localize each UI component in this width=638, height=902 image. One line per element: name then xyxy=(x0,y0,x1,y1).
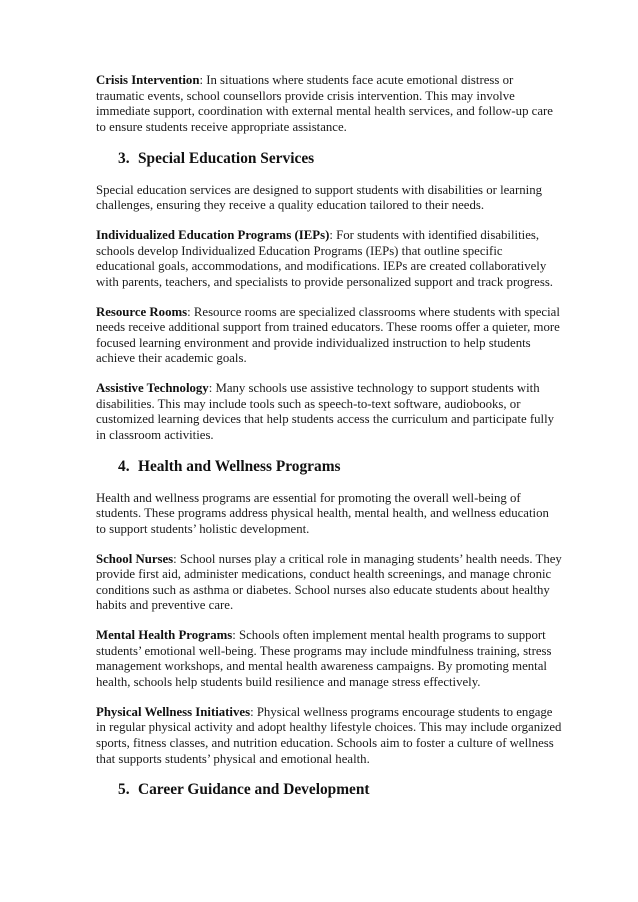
paragraph-text: : Many schools use assistive technology to support students with disabilities. This may include tools such as speech-to-text software, audiobooks, or customized learning devices that help students access the curriculum and participate fully in classroom activities. xyxy=(96,381,555,442)
term-resource-rooms: Resource Rooms xyxy=(96,304,188,319)
term-mental-health-programs: Mental Health Programs xyxy=(96,628,233,643)
section-number: 5. xyxy=(118,781,130,799)
section-heading-health-wellness xyxy=(118,458,562,476)
paragraph-text: : For students with identified disabilities, schools develop Individualized Education Programs (IEPs) that outline specific educational goals, accommodations, and modifications. IEPs are created collaboratively with parents, teachers, and specialists to provide personalized support and track progress. xyxy=(96,227,553,289)
section-title: Health and Wellness Programs xyxy=(138,457,341,475)
paragraph-ieps xyxy=(96,228,562,290)
section-title: Career Guidance and Development xyxy=(138,781,370,799)
paragraph-text: : Resource rooms are specialized classrooms where students with special needs receive additional support from trained educators. These rooms offer a quieter, more focused learning environment and provide individualized instruction to help students achieve their academic goals. xyxy=(96,304,560,366)
paragraph-text: Special education services are designed to support students with disabilities or learning challenges, ensuring they receive a quality education tailored to their needs. xyxy=(96,182,543,213)
paragraph-mental-health-programs xyxy=(96,628,562,690)
document-page xyxy=(96,73,562,814)
paragraph-text: : In situations where students face acute emotional distress or traumatic events, school counsellors provide crisis intervention. This may involve immediate support, coordination with external mental health services, and follow-up care to ensure students receive appropriate assistance. xyxy=(96,73,553,134)
term-physical-wellness: Physical Wellness Initiatives xyxy=(96,704,251,719)
section-number: 4. xyxy=(118,457,130,475)
paragraph-school-nurses xyxy=(96,552,562,614)
paragraph-physical-wellness xyxy=(96,705,562,767)
section-heading-career-guidance xyxy=(118,781,562,799)
paragraph-resource-rooms xyxy=(96,305,562,367)
section-heading-special-education xyxy=(118,150,562,168)
term-school-nurses: School Nurses xyxy=(96,551,174,566)
paragraph-text: : Physical wellness programs encourage students to engage in regular physical activity and adopt healthy lifestyle choices. This may include organized sports, fitness classes, and nutrition education. Schools aim to foster a culture of wellness that supports students’ physical and emotional health. xyxy=(96,704,562,766)
term-crisis-intervention: Crisis Intervention xyxy=(96,73,200,87)
section-title: Special Education Services xyxy=(138,149,315,167)
paragraph-special-education-intro xyxy=(96,183,562,214)
section-number: 3. xyxy=(118,149,130,167)
term-assistive-technology: Assistive Technology xyxy=(96,381,209,396)
term-ieps: Individualized Education Programs (IEPs) xyxy=(96,227,330,242)
paragraph-assistive-technology xyxy=(96,381,562,443)
paragraph-text: Health and wellness programs are essential for promoting the overall well-being of students. These programs address physical health, mental health, and wellness education to support students’ holistic development. xyxy=(96,490,549,536)
paragraph-health-wellness-intro xyxy=(96,491,562,538)
paragraph-text: : School nurses play a critical role in managing students’ health needs. They provide first aid, administer medications, conduct health screenings, and manage chronic conditions such as asthma or diabetes. School nurses also educate students about healthy habits and preventive care. xyxy=(96,551,562,613)
paragraph-crisis-intervention xyxy=(96,73,562,135)
paragraph-text: : Schools often implement mental health programs to support students’ emotional well-being. These programs may include mindfulness training, stress management workshops, and mental health awareness campaigns. By promoting mental health, schools help students build resilience and manage stress effectively. xyxy=(96,628,552,689)
